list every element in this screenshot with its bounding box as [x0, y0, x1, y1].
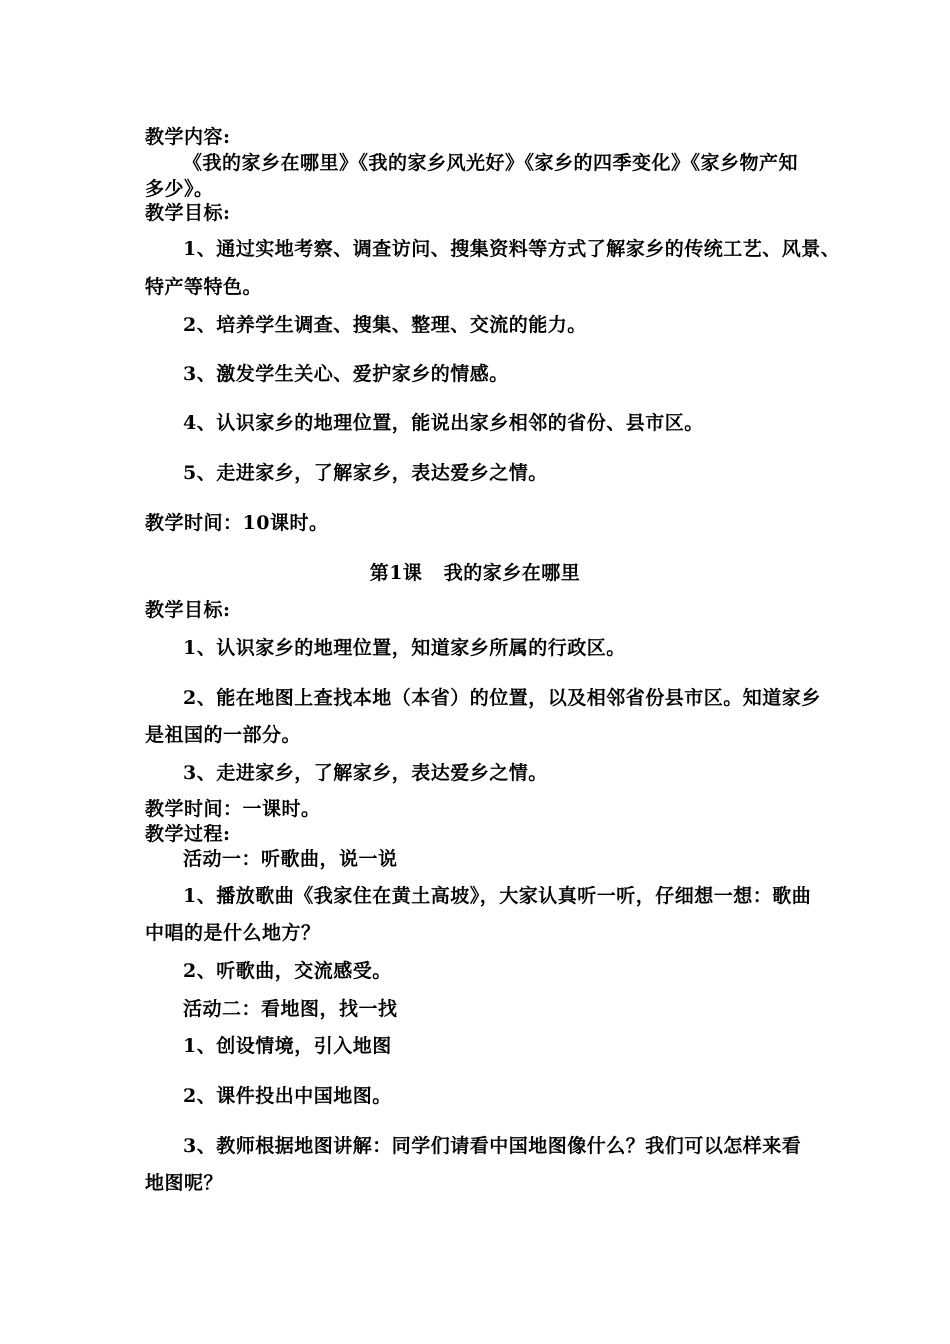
goal-2: 2、培养学生调查、搜集、整理、交流的能力。 [183, 314, 587, 336]
content-text-line2: 多少》。 [145, 178, 214, 200]
lesson-goals-heading: 教学目标: [145, 599, 231, 621]
goal-1-line1: 1、通过实地考察、调查访问、搜集资料等方式了解家乡的传统工艺、风景、 [183, 238, 841, 260]
goals-heading: 教学目标: [145, 202, 231, 224]
activity-2-step-1: 1、创设情境，引入地图 [183, 1035, 392, 1057]
activity-2-step-2: 2、课件投出中国地图。 [183, 1085, 392, 1107]
process-heading: 教学过程: [145, 823, 231, 845]
goal-4: 4、认识家乡的地理位置，能说出家乡相邻的省份、县市区。 [183, 412, 704, 434]
lesson-title: 第1课 我的家乡在哪里 [369, 562, 581, 584]
activity-1-title: 活动一：听歌曲，说一说 [183, 848, 398, 870]
lesson-goal-2-line1: 2、能在地图上查找本地（本省）的位置，以及相邻省份县市区。知道家乡 [183, 687, 821, 709]
goal-1-line2: 特产等特色。 [145, 276, 263, 298]
activity-1-step-2: 2、听歌曲，交流感受。 [183, 960, 392, 982]
lesson-goal-1: 1、认识家乡的地理位置，知道家乡所属的行政区。 [183, 637, 626, 659]
goal-3: 3、激发学生关心、爱护家乡的情感。 [183, 363, 509, 385]
lesson-goal-2-line2: 是祖国的一部分。 [145, 724, 302, 746]
teaching-time: 教学时间：10课时。 [145, 512, 329, 534]
activity-2-step-3-line2: 地图呢？ [145, 1172, 224, 1194]
content-text-line1: 《我的家乡在哪里》《我的家乡风光好》《家乡的四季变化》《家乡物产知 [183, 152, 799, 174]
activity-1-step-1-line2: 中唱的是什么地方？ [145, 922, 321, 944]
goal-5: 5、走进家乡，了解家乡，表达爱乡之情。 [183, 462, 548, 484]
lesson-goal-3: 3、走进家乡，了解家乡，表达爱乡之情。 [183, 762, 548, 784]
activity-1-step-1-line1: 1、播放歌曲《我家住在黄土高坡》，大家认真听一听，仔细想一想：歌曲 [183, 885, 812, 907]
activity-2-title: 活动二：看地图，找一找 [183, 998, 398, 1020]
content-heading: 教学内容: [145, 126, 231, 148]
activity-2-step-3-line1: 3、教师根据地图讲解：同学们请看中国地图像什么？我们可以怎样来看 [183, 1135, 802, 1157]
lesson-time: 教学时间：一课时。 [145, 798, 321, 820]
